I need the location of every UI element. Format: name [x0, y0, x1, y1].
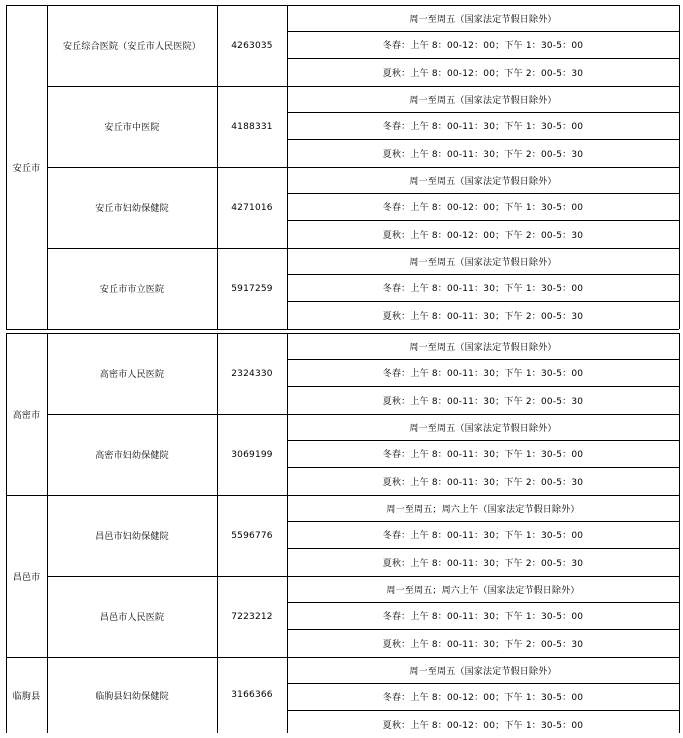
region-bottom-border	[6, 329, 679, 330]
column-divider	[217, 657, 218, 733]
row-divider	[287, 220, 679, 221]
hours-cell: 周一至周五（国家法定节假日除外）	[409, 176, 557, 187]
row-divider	[287, 31, 679, 32]
column-divider	[679, 495, 680, 657]
phone-cell: 7223212	[231, 611, 273, 622]
column-divider	[6, 333, 7, 495]
column-divider	[6, 495, 7, 657]
column-divider	[217, 333, 218, 495]
region-top-border	[6, 5, 679, 6]
region-top-border	[6, 333, 679, 334]
hospital-name-cell: 临朐县妇幼保健院	[95, 691, 169, 702]
hospital-name-cell: 安丘市中医院	[104, 123, 160, 133]
row-divider	[287, 440, 679, 441]
hours-cell: 周一至周五（国家法定节假日除外）	[409, 95, 557, 106]
hospital-name-cell: 高密市妇幼保健院	[95, 451, 169, 461]
hours-cell: 冬春：上午 8：00-11：30；下午 1：30-5：00	[382, 531, 584, 541]
row-divider	[287, 629, 679, 630]
row-divider	[287, 301, 679, 302]
phone-cell: 4188331	[231, 121, 273, 132]
phone-cell: 5917259	[231, 283, 273, 294]
column-divider	[217, 495, 218, 657]
city-cell: 昌邑市	[12, 572, 41, 583]
region-top-border	[6, 657, 679, 658]
column-divider	[47, 495, 48, 657]
hours-cell: 夏秋：上午 8：00-11：30；下午 2：00-5：30	[382, 558, 584, 569]
hours-cell: 冬春：上午 8：00-11：30；下午 1：30-5：00	[382, 122, 584, 132]
hours-cell: 夏秋：上午 8：00-11：30；下午 2：00-5：30	[382, 396, 584, 407]
hospital-name-cell: 昌邑市妇幼保健院	[95, 532, 169, 542]
row-divider	[287, 602, 679, 603]
hours-cell: 周一至周五；周六上午（国家法定节假日除外）	[386, 585, 580, 596]
phone-cell: 5596776	[231, 530, 273, 541]
column-divider	[287, 333, 288, 495]
column-divider	[47, 657, 48, 733]
hours-cell: 周一至周五（国家法定节假日除外）	[409, 14, 557, 25]
hours-cell: 夏秋：上午 8：00-11：30；下午 2：00-5：30	[382, 149, 584, 160]
hours-cell: 夏秋：上午 8：00-12：00；下午 1：30-5：00	[382, 720, 584, 731]
hours-cell: 冬春：上午 8：00-12：00；下午 1：30-5：00	[382, 693, 584, 703]
hours-cell: 冬春：上午 8：00-12：00；下午 1：30-5：00	[382, 203, 584, 213]
region-top-border	[6, 495, 679, 496]
hours-cell: 周一至周五（国家法定节假日除外）	[409, 423, 557, 434]
hours-cell: 夏秋：上午 8：00-11：30；下午 2：00-5：30	[382, 639, 584, 650]
city-cell: 临朐县	[12, 691, 41, 702]
hospital-name-cell: 昌邑市人民医院	[99, 613, 165, 623]
hours-cell: 冬春：上午 8：00-11：30；下午 1：30-5：00	[382, 450, 584, 460]
hospital-name-cell: 安丘综合医院（安丘市人民医院）	[62, 42, 201, 52]
row-divider	[287, 548, 679, 549]
column-divider	[287, 495, 288, 657]
hours-cell: 夏秋：上午 8：00-11：30；下午 2：00-5：30	[382, 477, 584, 488]
hospital-name-cell: 安丘市市立医院	[99, 285, 165, 295]
row-divider	[287, 683, 679, 684]
hours-cell: 冬春：上午 8：00-11：30；下午 1：30-5：00	[382, 612, 584, 622]
hours-cell: 冬春：上午 8：00-11：30；下午 1：30-5：00	[382, 369, 584, 379]
column-divider	[679, 5, 680, 329]
hours-cell: 冬春：上午 8：00-12：00；下午 1：30-5：00	[382, 41, 584, 51]
hours-cell: 夏秋：上午 8：00-11：30；下午 2：00-5：30	[382, 311, 584, 322]
phone-cell: 4271016	[231, 202, 273, 213]
hospital-name-cell: 安丘市妇幼保健院	[95, 204, 169, 214]
column-divider	[679, 333, 680, 495]
row-divider	[287, 58, 679, 59]
hours-cell: 夏秋：上午 8：00-12：00；下午 2：00-5：30	[382, 68, 584, 79]
row-divider	[287, 467, 679, 468]
hours-cell: 夏秋：上午 8：00-12：00；下午 2：00-5：30	[382, 230, 584, 241]
column-divider	[679, 657, 680, 733]
row-divider	[287, 139, 679, 140]
column-divider	[6, 5, 7, 329]
city-cell: 安丘市	[12, 163, 41, 174]
hours-cell: 周一至周五（国家法定节假日除外）	[409, 342, 557, 353]
phone-cell: 2324330	[231, 368, 273, 379]
row-divider	[287, 386, 679, 387]
column-divider	[6, 657, 7, 733]
hours-cell: 周一至周五；周六上午（国家法定节假日除外）	[386, 504, 580, 515]
column-divider	[47, 5, 48, 329]
hours-cell: 周一至周五（国家法定节假日除外）	[409, 257, 557, 268]
row-divider	[287, 112, 679, 113]
column-divider	[287, 657, 288, 733]
column-divider	[287, 5, 288, 329]
phone-cell: 3166366	[231, 690, 273, 700]
column-divider	[217, 5, 218, 329]
row-divider	[287, 710, 679, 711]
row-divider	[287, 193, 679, 194]
row-divider	[287, 359, 679, 360]
city-cell: 高密市	[12, 410, 41, 421]
phone-cell: 3069199	[231, 449, 273, 460]
row-divider	[287, 274, 679, 275]
column-divider	[47, 333, 48, 495]
phone-cell: 4263035	[231, 40, 273, 51]
hospital-name-cell: 高密市人民医院	[99, 370, 165, 380]
hours-cell: 冬春：上午 8：00-11：30；下午 1：30-5：00	[382, 284, 584, 294]
row-divider	[287, 521, 679, 522]
hours-cell: 周一至周五（国家法定节假日除外）	[409, 666, 557, 677]
